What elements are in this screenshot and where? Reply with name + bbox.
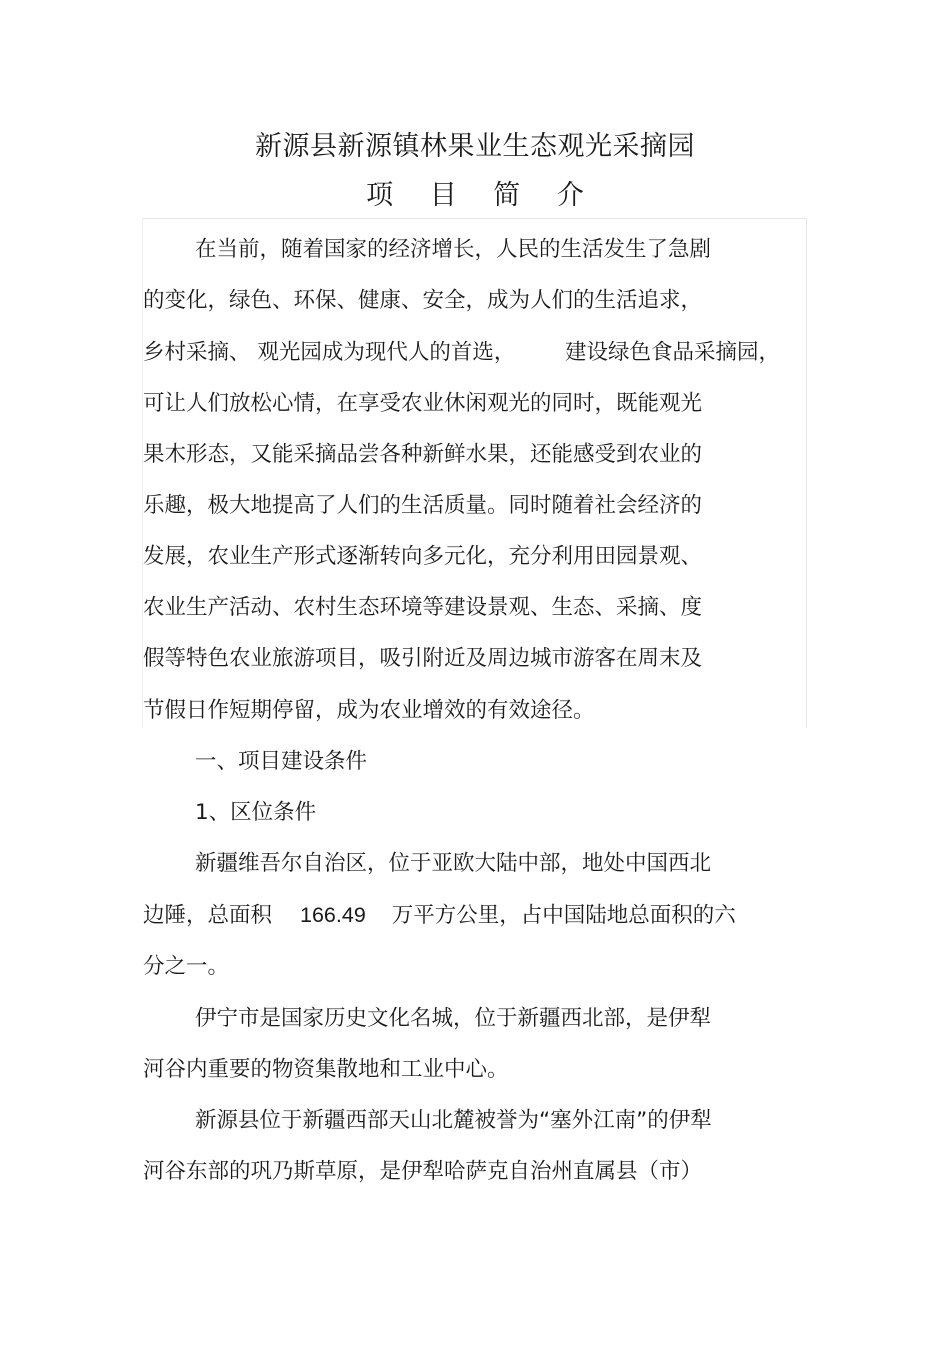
paragraph-line: 河谷东部的巩乃斯草原，是伊犁哈萨克自治州直属县（市）	[143, 1159, 703, 1184]
intro-line: 可让人们放松心情，在享受农业休闲观光的同时，既能观光	[143, 391, 703, 416]
area-value: 166.49	[300, 903, 366, 927]
paragraph-line: 新疆维吾尔自治区，位于亚欧大陆中部，地处中国西北	[195, 851, 712, 876]
intro-line: 果木形态，又能采摘品尝各种新鲜水果，还能感受到农业的	[143, 442, 703, 467]
text-run: 万平方公里，占中国陆地总面积的六	[391, 903, 736, 928]
paragraph-line: 伊宁市是国家历史文化名城，位于新疆西北部，是伊犁	[195, 1006, 712, 1031]
intro-line: 乡村采摘、 观光园成为现代人的首选，	[143, 340, 516, 365]
document-title: 新源县新源镇林果业生态观光采摘园	[255, 131, 695, 162]
intro-line: 乐趣，极大地提高了人们的生活质量。同时随着社会经济的	[143, 493, 703, 518]
document-subtitle: 项 目 简 介	[366, 180, 598, 211]
paragraph-line: 新源县位于新疆西部天山北麓被誉为“塞外江南”的伊犁	[195, 1108, 712, 1133]
intro-line: 建设绿色食品采摘园，	[565, 340, 781, 365]
intro-line: 在当前，随着国家的经济增长，人民的生活发生了急剧	[195, 237, 712, 262]
intro-line: 节假日作短期停留，成为农业增效的有效途径。	[143, 698, 595, 723]
intro-line: 农业生产活动、农村生态环境等建设景观、生态、采摘、度	[143, 595, 703, 620]
paragraph-line: 分之一。	[143, 954, 230, 979]
section-heading: 一、项目建设条件	[195, 749, 368, 774]
intro-line: 假等特色农业旅游项目，吸引附近及周边城市游客在周末及	[143, 646, 703, 671]
subsection-heading: 1、区位条件	[195, 800, 317, 825]
intro-line: 的变化，绿色、环保、健康、安全，成为人们的生活追求，	[143, 288, 703, 313]
paragraph-line	[143, 901, 736, 930]
text-run: 边陲，总面积	[143, 903, 273, 928]
intro-line: 发展，农业生产形式逐渐转向多元化，充分利用田园景观、	[143, 544, 703, 569]
paragraph-line: 河谷内重要的物资集散地和工业中心。	[143, 1057, 509, 1082]
